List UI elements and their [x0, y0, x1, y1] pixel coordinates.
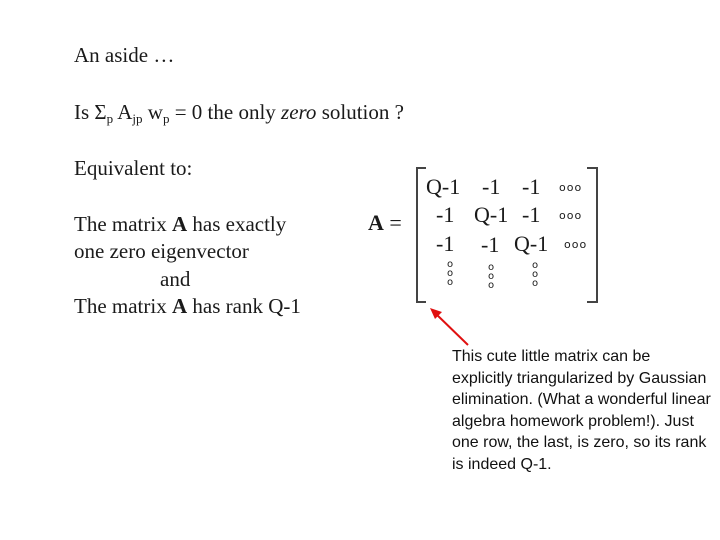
matrix-hdots-r1: ooo [559, 181, 583, 194]
right-bracket [587, 168, 597, 302]
matrix-vdots-c1: o o o [446, 259, 454, 288]
question-prefix: Is Σ [74, 100, 107, 124]
matrix-cell-r3c2: -1 [481, 232, 500, 257]
matrix-cell-r1c1: Q-1 [426, 174, 461, 199]
matrix-vdots-c2: o o o [487, 262, 495, 291]
question-a: A [113, 100, 133, 124]
matrix-hdots-r3: ooo [564, 238, 588, 251]
matrix-cell-r3c3: Q-1 [514, 231, 549, 256]
w-subscript: p [162, 111, 170, 126]
annotation-note: This cute little matrix can be explicitly triangularized by Gaussian elimination. (What a wonderful linear algebra homework problem!). Just one row, the last, is zero, so its rank is indeed Q-1. [452, 348, 711, 473]
matrix-cell-r3c1: -1 [436, 231, 455, 256]
statement-post-1: has exactly [187, 212, 287, 236]
matrix-symbol-2: A [171, 294, 188, 318]
matrix-vdots-c3: o o o [531, 260, 539, 289]
left-bracket [417, 168, 426, 302]
matrix-label-a: A [368, 210, 384, 235]
matrix-cell-r2c3: -1 [522, 202, 541, 227]
matrix-cell-r2c2: Q-1 [474, 202, 509, 227]
statement-post-4: has rank Q-1 [187, 294, 301, 318]
matrix [414, 165, 604, 305]
matrix-label [368, 210, 402, 236]
matrix-symbol-1: A [171, 212, 188, 236]
question-mid: = 0 the only [169, 100, 282, 124]
statement-pre-4: The matrix [74, 294, 172, 318]
sum-subscript: p [106, 111, 114, 126]
question-line [74, 100, 404, 131]
aside-heading: An aside … [74, 43, 175, 67]
statement-line-4 [74, 294, 301, 318]
matrix-cell-r1c3: -1 [522, 174, 541, 199]
question-w: w [142, 100, 163, 124]
matrix-cell-r1c2: -1 [482, 174, 501, 199]
question-zero: zero [281, 100, 317, 124]
equivalent-heading: Equivalent to: [74, 156, 193, 180]
matrix-cell-r2c1: -1 [436, 202, 455, 227]
statement-and: and [160, 267, 191, 291]
matrix-hdots-r2: ooo [559, 209, 583, 222]
statement-pre-1: The matrix [74, 212, 172, 236]
matrix-label-eq: = [383, 210, 402, 235]
a-subscript: jp [132, 111, 143, 126]
question-suffix: solution ? [316, 100, 404, 124]
statement-line-1 [74, 212, 286, 236]
statement-line-2: one zero eigenvector [74, 239, 249, 263]
